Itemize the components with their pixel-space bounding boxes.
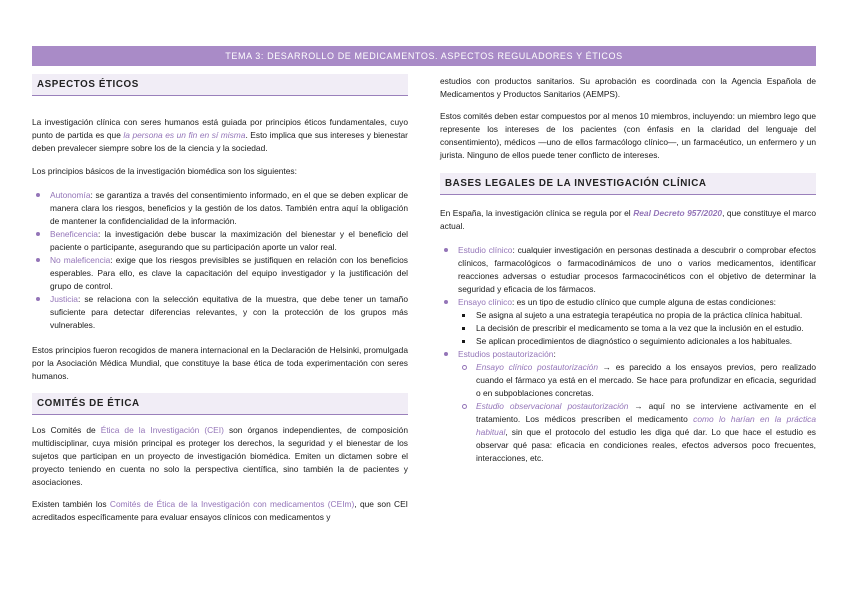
list-item: La decisión de prescribir el medicamento se toma a la vez que la inclusión en el estudio. — [458, 322, 816, 335]
right-column — [440, 66, 816, 465]
helsinki-paragraph: Estos principios fueron recogidos de manera internacional en la Declaración de Helsinki, promulgada por la Asociación Médica Mundial, que constituye la base ética de toda experimentación con seres humanos. — [32, 345, 408, 381]
postauth-list — [458, 361, 816, 465]
comites-paragraph: Los Comités de Ética de la Investigación (CEI) son órganos independientes, de composición multidisciplinar, cuya misión principal es proteger los derechos, la seguridad y el bienestar de los sujetos que participan en un proyecto de investigación biomédica. Emiten un dictamen sobre el proyecto teniendo en cuenta no solo la perspectiva científica, sino también la de pacientes y asociaciones. — [32, 425, 408, 487]
principles-intro: Los principios básicos de la investigación biomédica son los siguientes: — [32, 166, 297, 176]
composition-paragraph: Estos comités deben estar compuestos por al menos 10 miembros, incluyendo: un miembro lego que represente los intereses de los pacientes (con énfasis en la claridad del lenguaje del consentimiento), médicos —uno de ellos farmacólogo clínico—, un farmacéutico, un enfermero y un jurista. Ninguno de ellos puede tener conflicto de intereses. — [440, 111, 816, 160]
highlight-persona: la persona es un fin en sí misma — [123, 130, 246, 140]
intro-paragraph: La investigación clínica con seres humanos está guiada por principios éticos fundamentales, cuyo punto de partida es que la persona es un fin en sí misma. Esto implica que sus intereses y bienestar deben prevalecer siempre sobre los de la ciencia y la sociedad. — [32, 117, 408, 153]
ceim-paragraph: Existen también los Comités de Ética de la Investigación con medicamentos (CEIm), que son CEI acreditados específicamente para evaluar ensayos clínicos con medicamentos y — [32, 499, 409, 522]
bases-paragraph: En España, la investigación clínica se regula por el Real Decreto 957/2020, que constituye el marco actual. — [440, 208, 817, 231]
section-heading-comites-etica: COMITÉS DE ÉTICA — [32, 393, 408, 415]
list-item: Se aplican procedimientos de diagnóstico o seguimiento adicionales a los habituales. — [458, 335, 816, 348]
list-item: Beneficencia: la investigación debe buscar la maximización del bienestar y el beneficio del paciente o participante, asegurando que su participación aporte un valor real. — [32, 228, 408, 254]
list-item: Estudio clínico: cualquier investigación en personas destinada a descubrir o comprobar efectos clínicos, farmacológicos o farmacodinámicos de uno o varios medicamentos, identificar reacciones adversas o estudiar procesos farmacocinéticos con el objetivo de determinar la seguridad y eficacia de los fármacos. — [440, 244, 816, 296]
list-item: Ensayo clínico postautorización → es parecido a los ensayos previos, pero realizado cuando el fármaco ya está en el mercado. Se hace para profundizar en eficacia, seguridad o en subpoblaciones concretas. — [458, 361, 816, 400]
definitions-list — [440, 244, 816, 465]
list-item: Se asigna al sujeto a una estrategia terapéutica no propia de la práctica clínica habitual. — [458, 309, 816, 322]
principles-list — [32, 189, 408, 332]
topic-banner: TEMA 3: DESARROLLO DE MEDICAMENTOS. ASPECTOS REGULADORES Y ÉTICOS — [32, 46, 816, 66]
list-item: Autonomía: se garantiza a través del consentimiento informado, en el que se deben explicar de manera clara los riesgos, beneficios y la gestión de los datos. También entra aquí la obligación de mantener la confidencialidad de la información. — [32, 189, 408, 228]
list-item: Estudios postautorización: Ensayo clínico postautorización → es parecido a los ensayos previos, pero realizado cuando el fármaco ya está en el mercado. Se hace para profundizar en eficacia, seguridad o en subpoblaciones concretas. Estudio observacional postautorización → aquí no se interviene activamente en el tratamiento. Los médicos prescriben el medicamento como lo harían en la práctica habitual, sin que el protocolo del estudio les diga qué dar. Lo que hace el estudio es observar qué pasa: eficacia en condiciones reales, efectos adversos poco frecuentes, interacciones, etc. — [440, 348, 816, 465]
conditions-list — [458, 309, 816, 348]
list-item: No maleficencia: exige que los riesgos previsibles se justifiquen en relación con los beneficios esperables. Para ello, es clave la capacitación del equipo investigador y la justificación del grupo de control. — [32, 254, 408, 293]
list-item: Justicia: se relaciona con la selección equitativa de la muestra, que debe tener un tamaño suficiente para detectar diferencias relevantes, y con la protección de los grupos más vulnerables. — [32, 293, 408, 332]
section-heading-aspectos-eticos: ASPECTOS ÉTICOS — [32, 74, 408, 96]
section-heading-bases-legales: BASES LEGALES DE LA INVESTIGACIÓN CLÍNICA — [440, 173, 816, 195]
list-item: Ensayo clínico: es un tipo de estudio clínico que cumple alguna de estas condiciones: Se asigna al sujeto a una estrategia terapéutica no propia de la práctica clínica habitual. La decisión de prescribir el medicamento se toma a la vez que la inclusión en el estudio. Se aplican procedimientos de diagnóstico o seguimiento adicionales a los habituales. — [440, 296, 816, 348]
list-item: Estudio observacional postautorización → aquí no se interviene activamente en el tratamiento. Los médicos prescriben el medicamento como lo harían en la práctica habitual, sin que el protocolo del estudio les diga qué dar. Lo que hace el estudio es observar qué pasa: eficacia en condiciones reales, efectos adversos poco frecuentes, interacciones, etc. — [458, 400, 816, 465]
continuation-paragraph: estudios con productos sanitarios. Su aprobación es coordinada con la Agencia Española de Medicamentos y Productos Sanitarios (AEMPS). — [440, 76, 816, 99]
left-column — [32, 66, 408, 524]
